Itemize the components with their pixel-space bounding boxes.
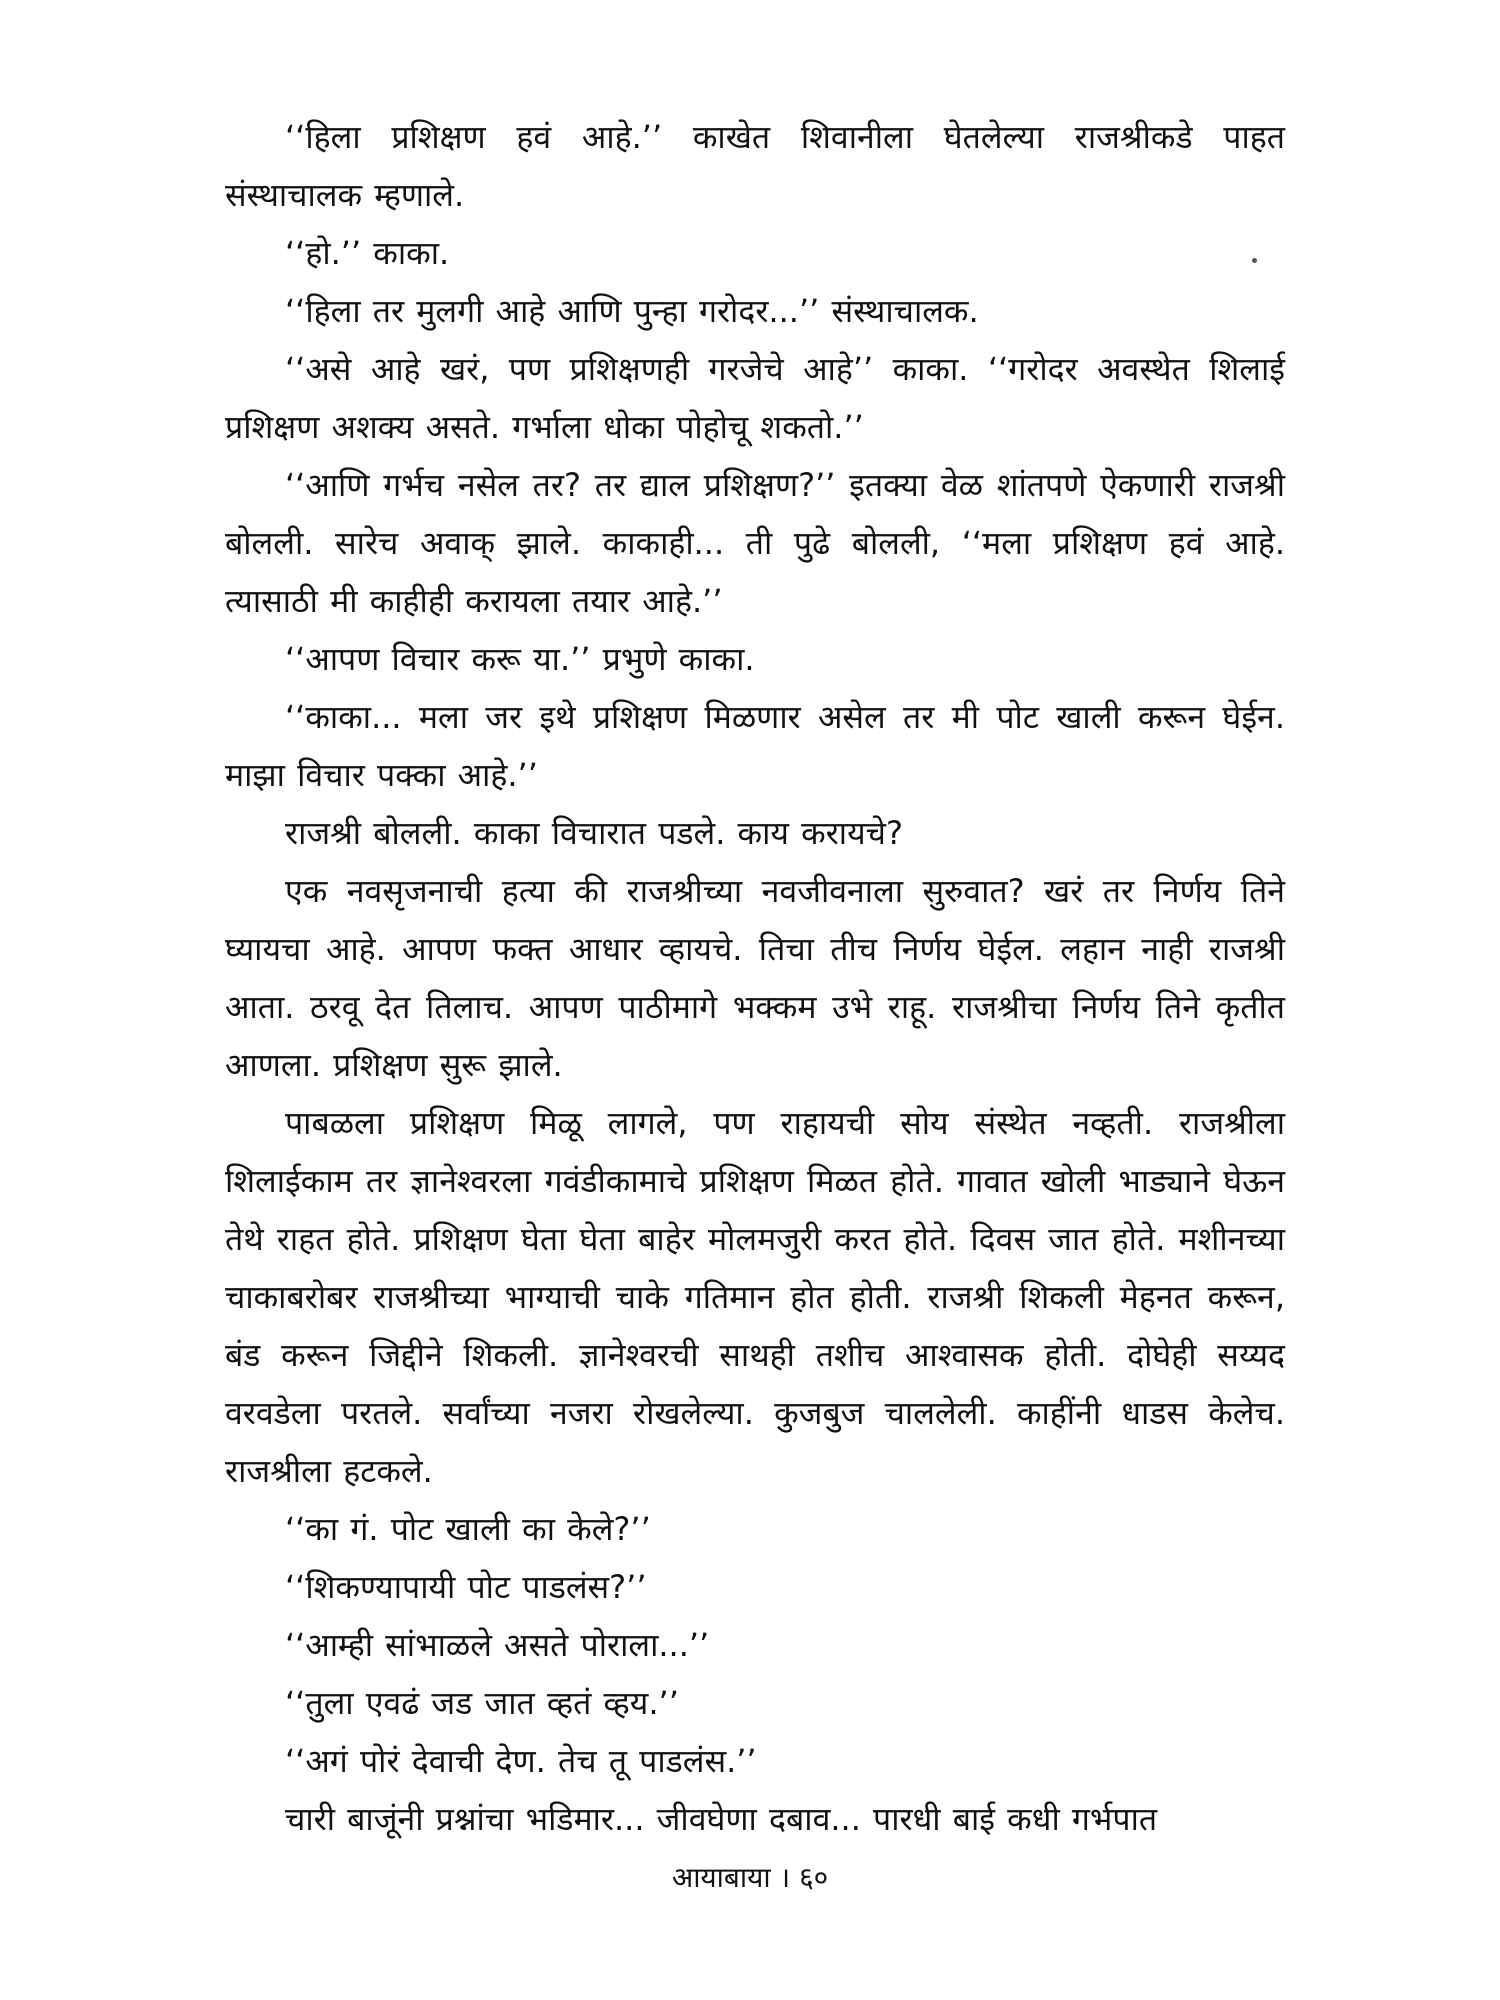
paragraph: ‘‘आपण विचार करू या.’’ प्रभुणे काका.	[285, 640, 755, 678]
paragraph: ‘‘असे आहे खरं, पण प्रशिक्षणही गरजेचे आहे’’ काका. ‘‘गरोदर अवस्थेत शिलाई प्रशिक्षण अशक्य असते. गर्भाला धोका पोहोचू शकतो.’’	[225, 350, 1285, 446]
paragraph: ‘‘हिला प्रशिक्षण हवं आहे.’’ काखेत शिवानीला घेतलेल्या राजश्रीकडे पाहत संस्थाचालक म्हणाले.	[225, 118, 1285, 214]
paragraph: एक नवसृजनाची हत्या की राजश्रीच्या नवजीवनाला सुरुवात? खरं तर निर्णय तिने घ्यायचा आहे. आपण फक्त आधार व्हायचे. तिचा तीच निर्णय घेईल. लहान नाही राजश्री आता. ठरवू देत तिलाच. आपण पाठीमागे भक्कम उभे राहू. राजश्रीचा निर्णय तिने कृतीत आणला. प्रशिक्षण सुरू झाले.	[225, 872, 1285, 1084]
body-text	[225, 108, 1285, 1848]
paragraph: ‘‘आणि गर्भच नसेल तर? तर द्याल प्रशिक्षण?’’ इतक्या वेळ शांतपणे ऐकणारी राजश्री बोलली. सारेच अवाक् झाले. काकाही... ती पुढे बोलली, ‘‘मला प्रशिक्षण हवं आहे. त्यासाठी मी काहीही करायला तयार आहे.’’	[225, 466, 1285, 620]
paragraph: ‘‘शिकण्यापायी पोट पाडलंस?’’	[285, 1568, 647, 1606]
paragraph: ‘‘आम्ही सांभाळले असते पोराला...’’	[285, 1626, 710, 1664]
paragraph: पाबळला प्रशिक्षण मिळू लागले, पण राहायची सोय संस्थेत नव्हती. राजश्रीला शिलाईकाम तर ज्ञानेश्वरला गवंडीकामाचे प्रशिक्षण मिळत होते. गावात खोली भाड्याने घेऊन तेथे राहत होते. प्रशिक्षण घेता घेता बाहेर मोलमजुरी करत होते. दिवस जात होते. मशीनच्या चाकाबरोबर राजश्रीच्या भाग्याची चाके गतिमान होत होती. राजश्री शिकली मेहनत करून, बंड करून जिद्दीने शिकली. ज्ञानेश्वरची साथही तशीच आश्वासक होती. दोघेही सय्यद वरवडेला परतले. सर्वांच्या नजरा रोखलेल्या. कुजबुज चाललेली. काहींनी धाडस केलेच. राजश्रीला हटकले.	[225, 1104, 1285, 1490]
paragraph: ‘‘काका... मला जर इथे प्रशिक्षण मिळणार असेल तर मी पोट खाली करून घेईन. माझा विचार पक्का आहे.’’	[225, 698, 1285, 794]
paragraph: ‘‘का गं. पोट खाली का केले?’’	[285, 1510, 651, 1548]
paragraph: ‘‘अगं पोरं देवाची देण. तेच तू पाडलंस.’’	[285, 1742, 757, 1780]
paragraph: ‘‘हिला तर मुलगी आहे आणि पुन्हा गरोदर...’’ संस्थाचालक.	[285, 292, 979, 330]
paragraph: ‘‘तुला एवढं जड जात व्हतं व्हय.’’	[285, 1684, 679, 1722]
paragraph: ‘‘हो.’’ काका.	[285, 234, 450, 272]
scan-speck	[1252, 258, 1257, 263]
paragraph: चारी बाजूंनी प्रश्नांचा भडिमार... जीवघेणा दबाव... पारधी बाई कधी गर्भपात	[285, 1800, 1158, 1838]
paragraph: राजश्री बोलली. काका विचारात पडले. काय करायचे?	[285, 814, 903, 852]
page-footer: आयाबाया । ६०	[671, 1861, 829, 1894]
